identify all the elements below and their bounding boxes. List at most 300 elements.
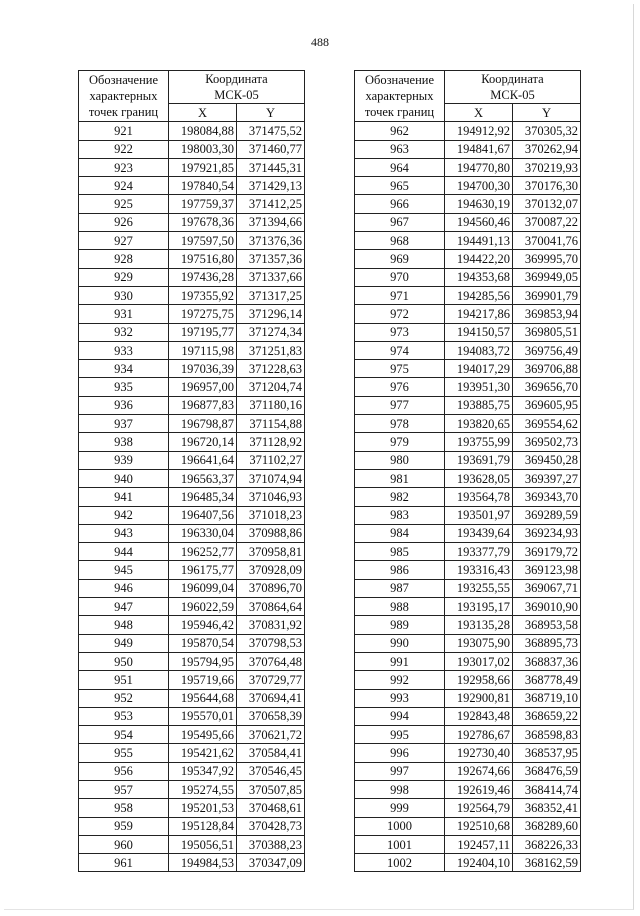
table-row	[355, 524, 581, 542]
point-number-cell: 924	[79, 177, 169, 195]
table-row	[355, 598, 581, 616]
x-coordinate-cell: 193691,79	[445, 451, 513, 469]
table-row	[355, 323, 581, 341]
point-number-cell: 931	[79, 305, 169, 323]
y-coordinate-cell: 371376,36	[237, 232, 305, 250]
table-row	[355, 744, 581, 762]
y-coordinate-cell: 369995,70	[513, 250, 581, 268]
point-number-cell: 938	[79, 433, 169, 451]
table-row	[79, 451, 305, 469]
y-coordinate-cell: 370305,32	[513, 122, 581, 140]
y-coordinate-cell: 370729,77	[237, 671, 305, 689]
point-number-cell: 978	[355, 415, 445, 433]
point-number-cell: 982	[355, 488, 445, 506]
point-number-cell: 995	[355, 726, 445, 744]
point-number-cell: 962	[355, 122, 445, 140]
point-number-cell: 972	[355, 305, 445, 323]
y-coordinate-cell: 369010,90	[513, 598, 581, 616]
x-coordinate-cell: 196485,34	[169, 488, 237, 506]
x-coordinate-cell: 196720,14	[169, 433, 237, 451]
y-coordinate-cell: 370896,70	[237, 579, 305, 597]
page-number: 488	[311, 35, 329, 49]
y-coordinate-cell: 370087,22	[513, 213, 581, 231]
point-number-cell: 992	[355, 671, 445, 689]
y-coordinate-cell: 371274,34	[237, 323, 305, 341]
y-coordinate-cell: 368659,22	[513, 707, 581, 725]
x-coordinate-cell: 194984,53	[169, 854, 237, 872]
point-number-cell: 997	[355, 762, 445, 780]
y-coordinate-cell: 371128,92	[237, 433, 305, 451]
point-number-cell: 948	[79, 616, 169, 634]
point-number-cell: 929	[79, 268, 169, 286]
table-row	[79, 780, 305, 798]
x-coordinate-cell: 196641,64	[169, 451, 237, 469]
point-number-cell: 935	[79, 378, 169, 396]
x-coordinate-cell: 193439,64	[445, 524, 513, 542]
point-number-cell: 979	[355, 433, 445, 451]
table-row	[79, 341, 305, 359]
table-row	[79, 158, 305, 176]
point-number-cell: 993	[355, 689, 445, 707]
x-coordinate-cell: 194770,80	[445, 158, 513, 176]
point-number-cell: 969	[355, 250, 445, 268]
y-coordinate-cell: 370262,94	[513, 140, 581, 158]
y-coordinate-cell: 369656,70	[513, 378, 581, 396]
y-coordinate-cell: 369554,62	[513, 415, 581, 433]
point-number-cell: 989	[355, 616, 445, 634]
x-coordinate-cell: 195347,92	[169, 762, 237, 780]
table-row	[79, 177, 305, 195]
x-coordinate-cell: 196099,04	[169, 579, 237, 597]
x-coordinate-cell: 197759,37	[169, 195, 237, 213]
y-coordinate-cell: 370347,09	[237, 854, 305, 872]
y-coordinate-cell: 371074,94	[237, 469, 305, 487]
y-coordinate-cell: 368289,60	[513, 817, 581, 835]
point-number-cell: 946	[79, 579, 169, 597]
x-coordinate-cell: 196407,56	[169, 506, 237, 524]
point-number-cell: 926	[79, 213, 169, 231]
x-coordinate-cell: 197840,54	[169, 177, 237, 195]
point-number-cell: 958	[79, 799, 169, 817]
x-coordinate-cell: 196330,04	[169, 524, 237, 542]
x-coordinate-cell: 195056,51	[169, 835, 237, 853]
x-coordinate-cell: 193377,79	[445, 543, 513, 561]
table-row	[355, 213, 581, 231]
point-number-cell: 964	[355, 158, 445, 176]
table-row	[79, 396, 305, 414]
point-number-cell: 966	[355, 195, 445, 213]
table-row	[79, 817, 305, 835]
x-coordinate-cell: 195570,01	[169, 707, 237, 725]
y-coordinate-cell: 371204,74	[237, 378, 305, 396]
table-row	[355, 707, 581, 725]
point-number-cell: 968	[355, 232, 445, 250]
y-coordinate-cell: 369502,73	[513, 433, 581, 451]
x-coordinate-cell: 194912,92	[445, 122, 513, 140]
x-coordinate-cell: 196022,59	[169, 598, 237, 616]
point-number-cell: 963	[355, 140, 445, 158]
point-number-cell: 1002	[355, 854, 445, 872]
coordinates-table-left	[78, 70, 305, 872]
point-number-cell: 952	[79, 689, 169, 707]
x-coordinate-cell: 194560,46	[445, 213, 513, 231]
table-row	[79, 762, 305, 780]
x-coordinate-cell: 197921,85	[169, 158, 237, 176]
table-row	[355, 250, 581, 268]
y-coordinate-cell: 368537,95	[513, 744, 581, 762]
point-number-cell: 970	[355, 268, 445, 286]
table-row	[355, 780, 581, 798]
y-coordinate-cell: 371445,31	[237, 158, 305, 176]
point-number-cell: 965	[355, 177, 445, 195]
table-row	[355, 835, 581, 853]
header-point-designation: Обозначение характерных точек границ	[79, 71, 169, 122]
x-coordinate-cell: 196798,87	[169, 415, 237, 433]
header-coordinate-system: Координата МСК-05	[445, 71, 581, 104]
y-coordinate-cell: 371357,36	[237, 250, 305, 268]
table-row	[79, 543, 305, 561]
x-coordinate-cell: 195719,66	[169, 671, 237, 689]
y-coordinate-cell: 371429,13	[237, 177, 305, 195]
y-coordinate-cell: 369067,71	[513, 579, 581, 597]
y-coordinate-cell: 369123,98	[513, 561, 581, 579]
y-coordinate-cell: 368953,58	[513, 616, 581, 634]
x-coordinate-cell: 192674,66	[445, 762, 513, 780]
x-coordinate-cell: 194841,67	[445, 140, 513, 158]
x-coordinate-cell: 198003,30	[169, 140, 237, 158]
point-number-cell: 953	[79, 707, 169, 725]
x-coordinate-cell: 192404,10	[445, 854, 513, 872]
point-number-cell: 941	[79, 488, 169, 506]
table-row	[355, 799, 581, 817]
point-number-cell: 1001	[355, 835, 445, 853]
table-row	[79, 671, 305, 689]
y-coordinate-cell: 370764,48	[237, 652, 305, 670]
y-coordinate-cell: 370584,41	[237, 744, 305, 762]
table-row	[79, 634, 305, 652]
x-coordinate-cell: 194217,86	[445, 305, 513, 323]
x-coordinate-cell: 192510,68	[445, 817, 513, 835]
y-coordinate-cell: 370132,07	[513, 195, 581, 213]
point-number-cell: 922	[79, 140, 169, 158]
x-coordinate-cell: 193075,90	[445, 634, 513, 652]
point-number-cell: 983	[355, 506, 445, 524]
x-coordinate-cell: 195495,66	[169, 726, 237, 744]
x-coordinate-cell: 194285,56	[445, 286, 513, 304]
point-number-cell: 955	[79, 744, 169, 762]
point-number-cell: 990	[355, 634, 445, 652]
x-coordinate-cell: 196877,83	[169, 396, 237, 414]
x-coordinate-cell: 195421,62	[169, 744, 237, 762]
y-coordinate-cell: 370928,09	[237, 561, 305, 579]
y-coordinate-cell: 370219,93	[513, 158, 581, 176]
y-coordinate-cell: 368895,73	[513, 634, 581, 652]
table-row	[355, 378, 581, 396]
table-row	[355, 469, 581, 487]
point-number-cell: 1000	[355, 817, 445, 835]
point-number-cell: 986	[355, 561, 445, 579]
y-coordinate-cell: 371412,25	[237, 195, 305, 213]
point-number-cell: 975	[355, 360, 445, 378]
y-coordinate-cell: 371228,63	[237, 360, 305, 378]
y-coordinate-cell: 368598,83	[513, 726, 581, 744]
table-row	[355, 543, 581, 561]
x-coordinate-cell: 193017,02	[445, 652, 513, 670]
table-row	[355, 854, 581, 872]
table-row	[355, 286, 581, 304]
x-coordinate-cell: 194150,57	[445, 323, 513, 341]
y-coordinate-cell: 369756,49	[513, 341, 581, 359]
y-coordinate-cell: 371251,83	[237, 341, 305, 359]
table-row	[355, 506, 581, 524]
y-coordinate-cell: 370041,76	[513, 232, 581, 250]
x-coordinate-cell: 195870,54	[169, 634, 237, 652]
header-point-designation: Обозначение характерных точек границ	[355, 71, 445, 122]
table-row	[355, 268, 581, 286]
table-row	[79, 213, 305, 231]
point-number-cell: 987	[355, 579, 445, 597]
point-number-cell: 930	[79, 286, 169, 304]
table-row	[355, 195, 581, 213]
x-coordinate-cell: 193564,78	[445, 488, 513, 506]
x-coordinate-cell: 194630,19	[445, 195, 513, 213]
y-coordinate-cell: 371154,88	[237, 415, 305, 433]
y-coordinate-cell: 370694,41	[237, 689, 305, 707]
point-number-cell: 947	[79, 598, 169, 616]
x-coordinate-cell: 197275,75	[169, 305, 237, 323]
y-coordinate-cell: 371296,14	[237, 305, 305, 323]
table-row	[355, 360, 581, 378]
x-coordinate-cell: 193135,28	[445, 616, 513, 634]
y-coordinate-cell: 369343,70	[513, 488, 581, 506]
x-coordinate-cell: 195201,53	[169, 799, 237, 817]
y-coordinate-cell: 368226,33	[513, 835, 581, 853]
x-coordinate-cell: 197195,77	[169, 323, 237, 341]
y-coordinate-cell: 371337,66	[237, 268, 305, 286]
table-row	[79, 122, 305, 140]
x-coordinate-cell: 195128,84	[169, 817, 237, 835]
point-number-cell: 940	[79, 469, 169, 487]
table-row	[79, 268, 305, 286]
header-x: X	[445, 104, 513, 122]
x-coordinate-cell: 197678,36	[169, 213, 237, 231]
point-number-cell: 939	[79, 451, 169, 469]
y-coordinate-cell: 371102,27	[237, 451, 305, 469]
x-coordinate-cell: 193755,99	[445, 433, 513, 451]
table-row	[79, 689, 305, 707]
table-row	[79, 360, 305, 378]
y-coordinate-cell: 368837,36	[513, 652, 581, 670]
x-coordinate-cell: 192619,46	[445, 780, 513, 798]
y-coordinate-cell: 369179,72	[513, 543, 581, 561]
table-row	[355, 689, 581, 707]
table-row	[355, 561, 581, 579]
y-coordinate-cell: 369397,27	[513, 469, 581, 487]
table-row	[79, 250, 305, 268]
table-row	[355, 634, 581, 652]
point-number-cell: 977	[355, 396, 445, 414]
y-coordinate-cell: 370988,86	[237, 524, 305, 542]
x-coordinate-cell: 193316,43	[445, 561, 513, 579]
header-y: Y	[237, 104, 305, 122]
x-coordinate-cell: 193885,75	[445, 396, 513, 414]
table-row	[355, 762, 581, 780]
y-coordinate-cell: 368352,41	[513, 799, 581, 817]
x-coordinate-cell: 197436,28	[169, 268, 237, 286]
y-coordinate-cell: 371180,16	[237, 396, 305, 414]
table-row	[79, 561, 305, 579]
coordinates-table-right	[354, 70, 581, 872]
point-number-cell: 961	[79, 854, 169, 872]
point-number-cell: 967	[355, 213, 445, 231]
table-row	[79, 286, 305, 304]
table-row	[355, 232, 581, 250]
point-number-cell: 999	[355, 799, 445, 817]
y-coordinate-cell: 369605,95	[513, 396, 581, 414]
table-row	[355, 726, 581, 744]
point-number-cell: 925	[79, 195, 169, 213]
x-coordinate-cell: 195274,55	[169, 780, 237, 798]
table-row	[79, 415, 305, 433]
table-row	[79, 506, 305, 524]
table-row	[355, 433, 581, 451]
y-coordinate-cell: 370176,30	[513, 177, 581, 195]
table-row	[355, 122, 581, 140]
x-coordinate-cell: 192786,67	[445, 726, 513, 744]
x-coordinate-cell: 192900,81	[445, 689, 513, 707]
point-number-cell: 981	[355, 469, 445, 487]
table-row	[79, 140, 305, 158]
x-coordinate-cell: 194491,13	[445, 232, 513, 250]
y-coordinate-cell: 369706,88	[513, 360, 581, 378]
point-number-cell: 971	[355, 286, 445, 304]
x-coordinate-cell: 194083,72	[445, 341, 513, 359]
x-coordinate-cell: 196563,37	[169, 469, 237, 487]
table-row	[79, 598, 305, 616]
x-coordinate-cell: 197355,92	[169, 286, 237, 304]
y-coordinate-cell: 370507,85	[237, 780, 305, 798]
point-number-cell: 996	[355, 744, 445, 762]
table-row	[79, 579, 305, 597]
y-coordinate-cell: 370388,23	[237, 835, 305, 853]
table-row	[355, 616, 581, 634]
point-number-cell: 991	[355, 652, 445, 670]
point-number-cell: 945	[79, 561, 169, 579]
y-coordinate-cell: 370468,61	[237, 799, 305, 817]
x-coordinate-cell: 192457,11	[445, 835, 513, 853]
table-row	[355, 671, 581, 689]
x-coordinate-cell: 197516,80	[169, 250, 237, 268]
y-coordinate-cell: 369450,28	[513, 451, 581, 469]
table-row	[79, 305, 305, 323]
point-number-cell: 928	[79, 250, 169, 268]
table-row	[355, 341, 581, 359]
y-coordinate-cell: 369901,79	[513, 286, 581, 304]
table-row	[79, 488, 305, 506]
x-coordinate-cell: 197036,39	[169, 360, 237, 378]
point-number-cell: 949	[79, 634, 169, 652]
point-number-cell: 974	[355, 341, 445, 359]
x-coordinate-cell: 193255,55	[445, 579, 513, 597]
point-number-cell: 984	[355, 524, 445, 542]
x-coordinate-cell: 196175,77	[169, 561, 237, 579]
point-number-cell: 959	[79, 817, 169, 835]
table-row	[355, 396, 581, 414]
y-coordinate-cell: 368162,59	[513, 854, 581, 872]
point-number-cell: 923	[79, 158, 169, 176]
x-coordinate-cell: 195794,95	[169, 652, 237, 670]
table-row	[355, 305, 581, 323]
table-row	[79, 799, 305, 817]
point-number-cell: 988	[355, 598, 445, 616]
table-row	[79, 433, 305, 451]
y-coordinate-cell: 370428,73	[237, 817, 305, 835]
x-coordinate-cell: 192730,40	[445, 744, 513, 762]
y-coordinate-cell: 368414,74	[513, 780, 581, 798]
y-coordinate-cell: 369234,93	[513, 524, 581, 542]
header-x: X	[169, 104, 237, 122]
table-row	[79, 744, 305, 762]
point-number-cell: 950	[79, 652, 169, 670]
header-y: Y	[513, 104, 581, 122]
point-number-cell: 943	[79, 524, 169, 542]
table-row	[79, 378, 305, 396]
point-number-cell: 994	[355, 707, 445, 725]
header-coordinate-system: Координата МСК-05	[169, 71, 305, 104]
x-coordinate-cell: 194017,29	[445, 360, 513, 378]
table-row	[79, 652, 305, 670]
point-number-cell: 998	[355, 780, 445, 798]
table-row	[355, 140, 581, 158]
table-row	[355, 652, 581, 670]
point-number-cell: 932	[79, 323, 169, 341]
x-coordinate-cell: 192958,66	[445, 671, 513, 689]
point-number-cell: 936	[79, 396, 169, 414]
x-coordinate-cell: 197115,98	[169, 341, 237, 359]
y-coordinate-cell: 370831,92	[237, 616, 305, 634]
y-coordinate-cell: 369289,59	[513, 506, 581, 524]
table-row	[355, 488, 581, 506]
y-coordinate-cell: 370798,53	[237, 634, 305, 652]
table-row	[355, 177, 581, 195]
y-coordinate-cell: 369805,51	[513, 323, 581, 341]
y-coordinate-cell: 371046,93	[237, 488, 305, 506]
x-coordinate-cell: 193628,05	[445, 469, 513, 487]
y-coordinate-cell: 370864,64	[237, 598, 305, 616]
y-coordinate-cell: 370958,81	[237, 543, 305, 561]
y-coordinate-cell: 369853,94	[513, 305, 581, 323]
y-coordinate-cell: 370658,39	[237, 707, 305, 725]
y-coordinate-cell: 371460,77	[237, 140, 305, 158]
y-coordinate-cell: 371317,25	[237, 286, 305, 304]
x-coordinate-cell: 193501,97	[445, 506, 513, 524]
y-coordinate-cell: 368719,10	[513, 689, 581, 707]
point-number-cell: 951	[79, 671, 169, 689]
table-row	[79, 616, 305, 634]
point-number-cell: 973	[355, 323, 445, 341]
table-row	[79, 469, 305, 487]
point-number-cell: 944	[79, 543, 169, 561]
table-row	[79, 195, 305, 213]
point-number-cell: 954	[79, 726, 169, 744]
x-coordinate-cell: 192564,79	[445, 799, 513, 817]
point-number-cell: 933	[79, 341, 169, 359]
table-row	[355, 579, 581, 597]
y-coordinate-cell: 371394,66	[237, 213, 305, 231]
table-row	[355, 158, 581, 176]
x-coordinate-cell: 197597,50	[169, 232, 237, 250]
x-coordinate-cell: 192843,48	[445, 707, 513, 725]
